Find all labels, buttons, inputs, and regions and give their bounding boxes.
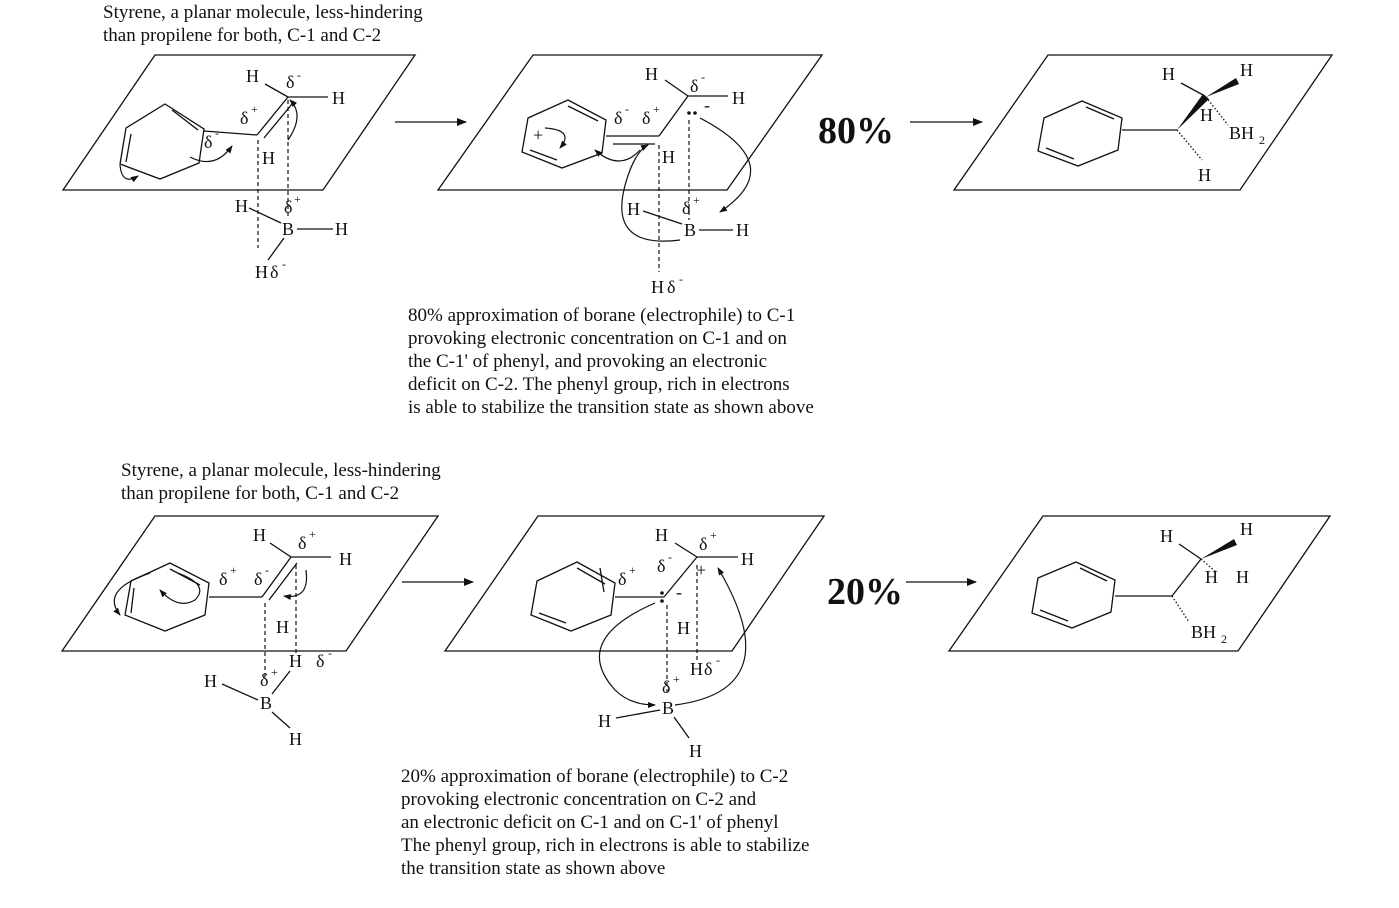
bottom-p1-h-c1: H — [276, 617, 289, 637]
svg-text:-: - — [328, 646, 332, 660]
bottom-p2-h-right: H — [741, 549, 754, 569]
svg-text:+: + — [629, 563, 636, 577]
top-p1-benzene-ring — [120, 104, 204, 179]
bottom-p2-benzene-ring — [531, 562, 615, 631]
bottom-p1-arrow-ring-inner — [160, 573, 200, 603]
bottom-p1-borane-delta: δ — [260, 670, 269, 690]
bottom-plane-1 — [62, 516, 438, 651]
bottom-p1-h-right: H — [339, 549, 352, 569]
top-p1-borane-h-right: H — [335, 219, 348, 239]
svg-text:+: + — [230, 563, 237, 577]
top-p1-h-right: H — [332, 88, 345, 108]
top-note — [408, 305, 814, 418]
top-p2-borane-h-bottom: H — [651, 277, 664, 297]
top-p2-borane-h-right: H — [736, 220, 749, 240]
bottom-note-line-5: the transition state as shown above — [401, 858, 666, 879]
top-p1-borane-delta: δ — [284, 197, 293, 217]
top-p2-arrow-to-boron — [700, 118, 751, 212]
bottom-p2-delta-ring: δ — [618, 569, 627, 589]
bottom-note-line-1: 20% approximation of borane (electrophile) to C-2 — [401, 766, 789, 787]
top-note-line-4: deficit on C-2. The phenyl group, rich in electrons — [408, 374, 790, 395]
bottom-panel-2 — [445, 516, 824, 761]
top-p1-h-top: H — [246, 66, 259, 86]
svg-text:+: + — [309, 527, 316, 541]
svg-text:-: - — [282, 257, 286, 271]
bottom-p2-carbocation-plus: + — [696, 560, 707, 580]
bottom-p3-benzene-ring — [1032, 562, 1115, 628]
top-caption-line1: Styrene, a planar molecule, less-hindering — [103, 2, 423, 23]
top-p3-h-bottom: H — [1198, 165, 1211, 185]
svg-text:-: - — [701, 70, 705, 84]
svg-text:+: + — [710, 528, 717, 542]
top-p1-borane-h-delta: δ — [270, 262, 279, 282]
top-p1-arrow-pi — [288, 100, 297, 140]
top-note-line-3: the C-1' of phenyl, and provoking an electronic — [408, 351, 768, 372]
bottom-p3-h-far: H — [1236, 567, 1249, 587]
svg-text:+: + — [653, 102, 660, 116]
top-p3-bh2: BH — [1229, 123, 1255, 143]
top-note-line-1: 80% approximation of borane (electrophile) to C-1 — [408, 305, 796, 326]
top-p2-ring-plus: + — [533, 125, 544, 145]
svg-text:-: - — [297, 68, 301, 82]
top-p2-borane-b: B — [684, 220, 697, 240]
bottom-note — [401, 766, 809, 879]
top-p2-h-right: H — [732, 88, 745, 108]
top-caption-line2: than propilene for both, C-1 and C-2 — [103, 25, 382, 46]
top-panel-3 — [954, 55, 1332, 190]
top-note-line-2: provoking electronic concentration on C-1 and on — [408, 328, 787, 349]
bottom-p2-delta-c1: δ — [657, 556, 666, 576]
top-plane-3 — [954, 55, 1332, 190]
bottom-p1-borane-b: B — [260, 693, 273, 713]
top-p1-delta-c1: δ — [240, 108, 249, 128]
bottom-p1-delta-c1: δ — [254, 569, 263, 589]
bottom-note-line-4: The phenyl group, rich in electrons is able to stabilize — [401, 835, 810, 856]
top-note-line-5: is able to stabilize the transition state as shown above — [408, 397, 814, 418]
svg-text:+: + — [294, 192, 301, 206]
top-p2-delta-c2: δ — [690, 76, 699, 96]
bottom-p1-borane-h-left: H — [204, 671, 217, 691]
top-p2-carbanion-minus: - — [704, 95, 710, 115]
top-p2-h-top: H — [645, 64, 658, 84]
svg-text:2: 2 — [1221, 632, 1227, 646]
top-p1-borane-h-left: H — [235, 196, 248, 216]
top-p1-delta-ring: δ — [204, 132, 213, 152]
svg-text:+: + — [271, 665, 278, 679]
bottom-p2-borane-delta: δ — [662, 677, 671, 697]
top-p3-benzene-ring — [1038, 101, 1122, 166]
bottom-p1-delta-ring: δ — [219, 569, 228, 589]
bottom-p1-h-top: H — [253, 525, 266, 545]
top-p1-borane-h-bottom: H — [255, 262, 268, 282]
bottom-p2-borane-b: B — [662, 698, 675, 718]
bottom-caption-line2: than propilene for both, C-1 and C-2 — [121, 483, 400, 504]
bottom-p1-borane-h-upper: H — [289, 651, 302, 671]
top-p2-h-c1: H — [662, 147, 675, 167]
bottom-p3-h-left: H — [1160, 526, 1173, 546]
bottom-p3-h-right: H — [1240, 519, 1253, 539]
svg-text:+: + — [693, 193, 700, 207]
bottom-note-line-3: an electronic deficit on C-1 and on C-1' of phenyl — [401, 812, 779, 833]
top-p1-borane-b: B — [282, 219, 295, 239]
bottom-p2-borane-h-delta: δ — [704, 659, 713, 679]
svg-text:+: + — [251, 102, 258, 116]
bottom-plane-3 — [949, 516, 1330, 651]
bottom-p1-arrow-pi — [284, 570, 307, 596]
bottom-caption-line1: Styrene, a planar molecule, less-hindering — [121, 460, 441, 481]
bottom-percent: 20% — [827, 571, 903, 613]
svg-text:-: - — [716, 653, 720, 667]
bottom-panel-1 — [62, 516, 438, 749]
svg-text:-: - — [668, 550, 672, 564]
bottom-plane-2 — [445, 516, 824, 651]
svg-text:-: - — [215, 126, 219, 140]
bottom-p1-borane-h-bottom: H — [289, 729, 302, 749]
bottom-p3-bh2: BH — [1191, 622, 1217, 642]
bottom-p2-delta-c2: δ — [699, 534, 708, 554]
top-panel-1 — [63, 55, 415, 282]
svg-text:2: 2 — [1259, 133, 1265, 147]
bottom-p2-h-c1: H — [677, 618, 690, 638]
bottom-panel-3 — [949, 516, 1330, 651]
top-p1-h-c1: H — [262, 148, 275, 168]
top-p1-delta-c2: δ — [286, 72, 295, 92]
top-plane-1 — [63, 55, 415, 190]
bottom-p2-carbanion-minus: - — [676, 582, 682, 602]
top-p2-borane-h-left: H — [627, 199, 640, 219]
top-p2-borane-delta: δ — [682, 198, 691, 218]
top-p3-h-left: H — [1162, 64, 1175, 84]
top-p3-h-right: H — [1240, 60, 1253, 80]
bottom-p2-arrow-to-boron — [599, 603, 655, 705]
top-p3-h-middle: H — [1200, 105, 1213, 125]
top-p2-borane-h-delta: δ — [667, 277, 676, 297]
svg-text:-: - — [625, 102, 629, 116]
bottom-p1-delta-c2: δ — [298, 533, 307, 553]
bottom-p3-h-middle: H — [1205, 567, 1218, 587]
bottom-p1-borane-h-delta: δ — [316, 651, 325, 671]
bottom-p2-borane-h-bottom: H — [689, 741, 702, 761]
bottom-note-line-2: provoking electronic concentration on C-2 and — [401, 789, 757, 810]
svg-text:+: + — [673, 672, 680, 686]
top-percent: 80% — [818, 110, 894, 152]
bottom-p2-borane-h-left: H — [598, 711, 611, 731]
bottom-p2-borane-h-upper: H — [690, 659, 703, 679]
top-panel-2 — [438, 55, 822, 297]
top-p2-delta-ring: δ — [614, 108, 623, 128]
top-p2-delta-c1: δ — [642, 108, 651, 128]
bottom-p2-h-top: H — [655, 525, 668, 545]
svg-text:-: - — [265, 563, 269, 577]
svg-text:-: - — [679, 272, 683, 286]
